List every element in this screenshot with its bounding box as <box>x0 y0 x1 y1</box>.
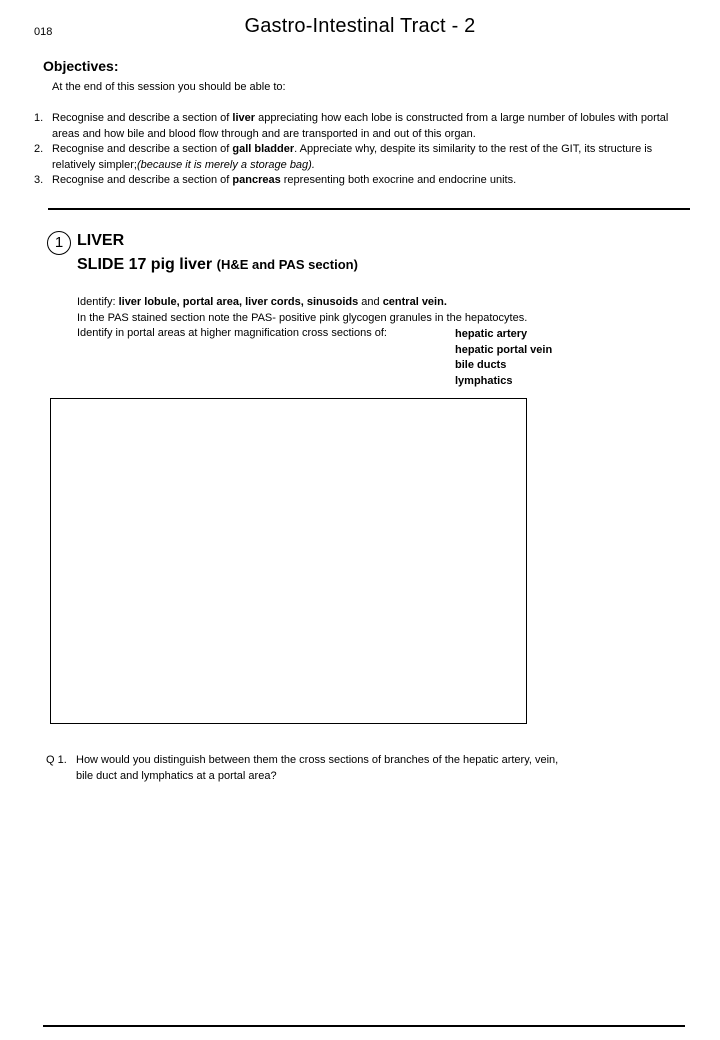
objective-text-pre: Recognise and describe a section of <box>52 112 233 124</box>
slide-heading <box>77 256 358 274</box>
objective-text <box>52 142 694 173</box>
portal-structure-item: hepatic portal vein <box>455 343 553 356</box>
identify-central-vein: central vein. <box>382 296 447 308</box>
slide-label: SLIDE 17 pig liver <box>77 256 213 273</box>
objective-text <box>52 111 694 142</box>
page-number: 018 <box>34 26 53 38</box>
objective-keyword: liver <box>232 112 256 124</box>
slide-note: (H&E and PAS section) <box>216 257 358 272</box>
divider-top <box>48 208 690 210</box>
objective-text-pre: Recognise and describe a section of <box>52 174 233 186</box>
objective-number: 2. <box>34 143 44 155</box>
portal-structures-list <box>455 327 552 389</box>
question-label: Q 1. <box>46 754 67 766</box>
identify-line <box>77 295 687 311</box>
question-text-line2: bile duct and lymphatics at a portal area? <box>76 769 277 782</box>
question-row <box>46 753 686 769</box>
objective-text-post: appreciating how each lobe is constructed from a large number of lobules with portal areas and how bile and blood flow through and are transported in and out of this organ. <box>52 112 669 140</box>
question-text-line1: How would you distinguish between them the cross sections of branches of the hepatic artery, vein, <box>76 754 559 766</box>
portal-structure-item: bile ducts <box>455 359 507 371</box>
page-title: Gastro-Intestinal Tract - 2 <box>244 15 476 37</box>
section-number-badge: 1 <box>47 231 71 255</box>
objectives-heading: Objectives: <box>43 58 119 74</box>
objectives-intro: At the end of this session you should be able to: <box>52 81 286 93</box>
objective-text <box>52 173 694 189</box>
objective-text-pre: Recognise and describe a section of <box>52 143 233 155</box>
identify-prefix: Identify: <box>77 296 119 308</box>
objective-keyword: gall bladder <box>232 143 295 155</box>
objective-text-post: . Appreciate why, despite its similarity to the rest of the GIT, its structure is relatively simpler; <box>52 143 653 171</box>
objective-number: 1. <box>34 112 44 124</box>
objective-item <box>34 142 694 173</box>
objective-keyword: pancreas <box>232 174 281 186</box>
divider-bottom <box>43 1025 685 1027</box>
pas-note: In the PAS stained section note the PAS- positive pink glycogen granules in the hepatocytes. <box>77 311 528 324</box>
portal-structure-item: lymphatics <box>455 374 513 387</box>
objective-item <box>34 111 694 142</box>
objective-italic-note: (because it is merely a storage bag). <box>136 158 315 171</box>
portal-structure-item: hepatic artery <box>455 328 528 340</box>
objective-text-post: representing both exocrine and endocrine units. <box>280 174 517 186</box>
identify-structures: liver lobule, portal area, liver cords, sinusoids <box>118 296 359 308</box>
portal-prefix: Identify in portal areas at higher magnification cross sections of: <box>77 327 387 339</box>
objective-number: 3. <box>34 174 44 186</box>
section-title: LIVER <box>77 232 125 249</box>
question-row <box>46 769 686 785</box>
objective-item <box>34 173 694 189</box>
question-1 <box>46 753 686 784</box>
drawing-box <box>50 398 527 724</box>
objectives-list <box>34 111 694 189</box>
question-indent <box>46 769 76 785</box>
identify-instructions <box>77 295 687 342</box>
identify-and: and <box>358 296 383 308</box>
